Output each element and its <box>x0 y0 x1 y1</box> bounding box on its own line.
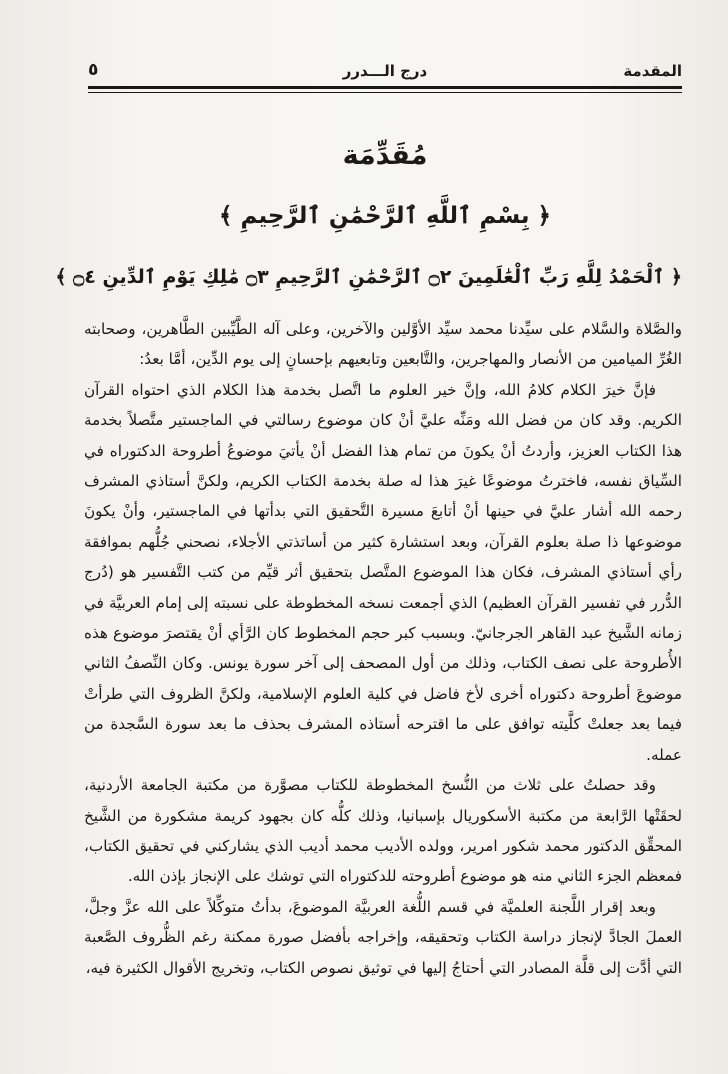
running-head <box>88 60 682 88</box>
quran-verse: ﴿ ٱلْحَمْدُ لِلَّهِ رَبِّ ٱلْعَٰلَمِينَ ۝٢ ٱلرَّحْمَٰنِ ٱلرَّحِيمِ ۝٣ مَٰلِكِ يَوْمِ ٱلدِّينِ ۝٤ ﴾ <box>55 266 682 288</box>
paragraph: والصَّلاة والسَّلام على سيِّدنا محمد سيِّد الأوَّلين والآخرين، وعلى آله الطَّيِّبين الطَّاهرين، وصحابته الغُرِّ الميامين من الأنصار والمهاجرين، والتَّابعين وتابعيهم بإحسانٍ إلى يوم الدِّين، أمَّا بعدُ: <box>84 320 682 369</box>
section-title: المقدمة <box>623 62 682 80</box>
chapter-heading: مُقَدِّمَة <box>342 140 428 171</box>
header-rule-thick <box>88 86 682 89</box>
paragraph: وقد حصلتُ على ثلاث من النُّسخ المخطوطة للكتاب مصوَّرة من مكتبة الجامعة الأردنية، لحقَتْها الرَّابعة من مكتبة الأسكوريال بإسبانيا، وذلك كلُّه كان بجهود كريمة مشكورة من الشَّيخ المحقِّق الدكتور محمد شكور امرير، وولده الأديب محمد أديب الذي يشاركني في تحقيق الكتاب، فمعظم الجزء الثاني منه هو موضوع أطروحته للدكتوراه التي توشك على الإنجاز بإذن الله. <box>84 776 682 886</box>
page-number: ٥ <box>88 60 99 80</box>
paragraph: فإنَّ خيرَ الكلام كلامُ الله، وإنَّ خير العلوم ما اتَّصل بخدمة هذا الكلام الذي احتواه القرآن الكريم. وقد كان من فضل الله ومَنِّه عليَّ أنْ كان موضوع رسالتي في الماجستير متَّصلاً بخدمة هذا الكتاب العزيز، وأردتُ أنْ يكونَ من تمام هذا الفضل أنْ يأتيَ موضوعُ أطروحة الدكتوراه في السِّياق نفسه، فاخترتُ موضوعًا غيرَ هذا له صلة بخدمة الكتاب الكريم، ولكنَّ أستاذي المشرف رحمه الله أشار عليَّ في حينها أنْ أتابعَ مسيرة التَّحقيق التي بدأتها في الماجستير، وأنْ يكونَ موضوعها ذا صلة بعلوم القرآن، وبعد استشارة كثير من أساتذتي الأجلاء، نصحني جُلُّهم بموافقة رأي أستاذي المشرف، فكان هذا الموضوع المتَّصل بتحقيق أثر قيِّم من كتب التَّفسير هو (دُرج الدُّرر في تفسير القرآن العظيم) الذي أجمعت نسخه المخطوطة على نسبته إلى إمام العربيَّة في زمانه الشَّيخ عبد القاهر الجرجانيّ. وبسبب كبر حجم المخطوط كان الرَّأي أنْ يقتصرَ موضوع هذه الأُطروحة على نصف الكتاب، وذلك من أول المصحف إلى آخر سورة يونس. وكان النِّصفُ الثاني موضوعَ أطروحة دكتوراه أخرى لأخ فاضل في كلية العلوم الإسلامية، ولكنَّ الظروف التي طرأتْ فيما بعد جعلتْ كلَّيته توافق على ما اقترحه أستاذه المشرف بحذف ما بعد سورة السَّجدة من عمله. <box>84 380 682 764</box>
header-rule-thin <box>88 92 682 93</box>
basmala: ﴿ بِسْمِ ٱللَّهِ ٱلرَّحْمَٰنِ ٱلرَّحِيمِ ﴾ <box>218 203 552 229</box>
book-title: درج الـــدرر <box>342 62 428 80</box>
body-text <box>84 314 682 983</box>
paragraph: وبعد إقرار اللَّجنة العلميَّة في قسم اللُّغة العربيَّة الموضوعَ، بدأتُ متوكِّلاً على الله عزَّ وجلَّ، العملَ الجادَّ لإنجاز دراسة الكتاب وتحقيقه، وإخراجه بأفضل صورة ممكنة رغم الظُّروف الصَّعبة التي أدَّت إلى قلَّة المصادر التي أحتاجُ إليها في توثيق نصوص الكتاب، وتخريج الأقوال الكثيرة فيه، <box>84 897 682 977</box>
